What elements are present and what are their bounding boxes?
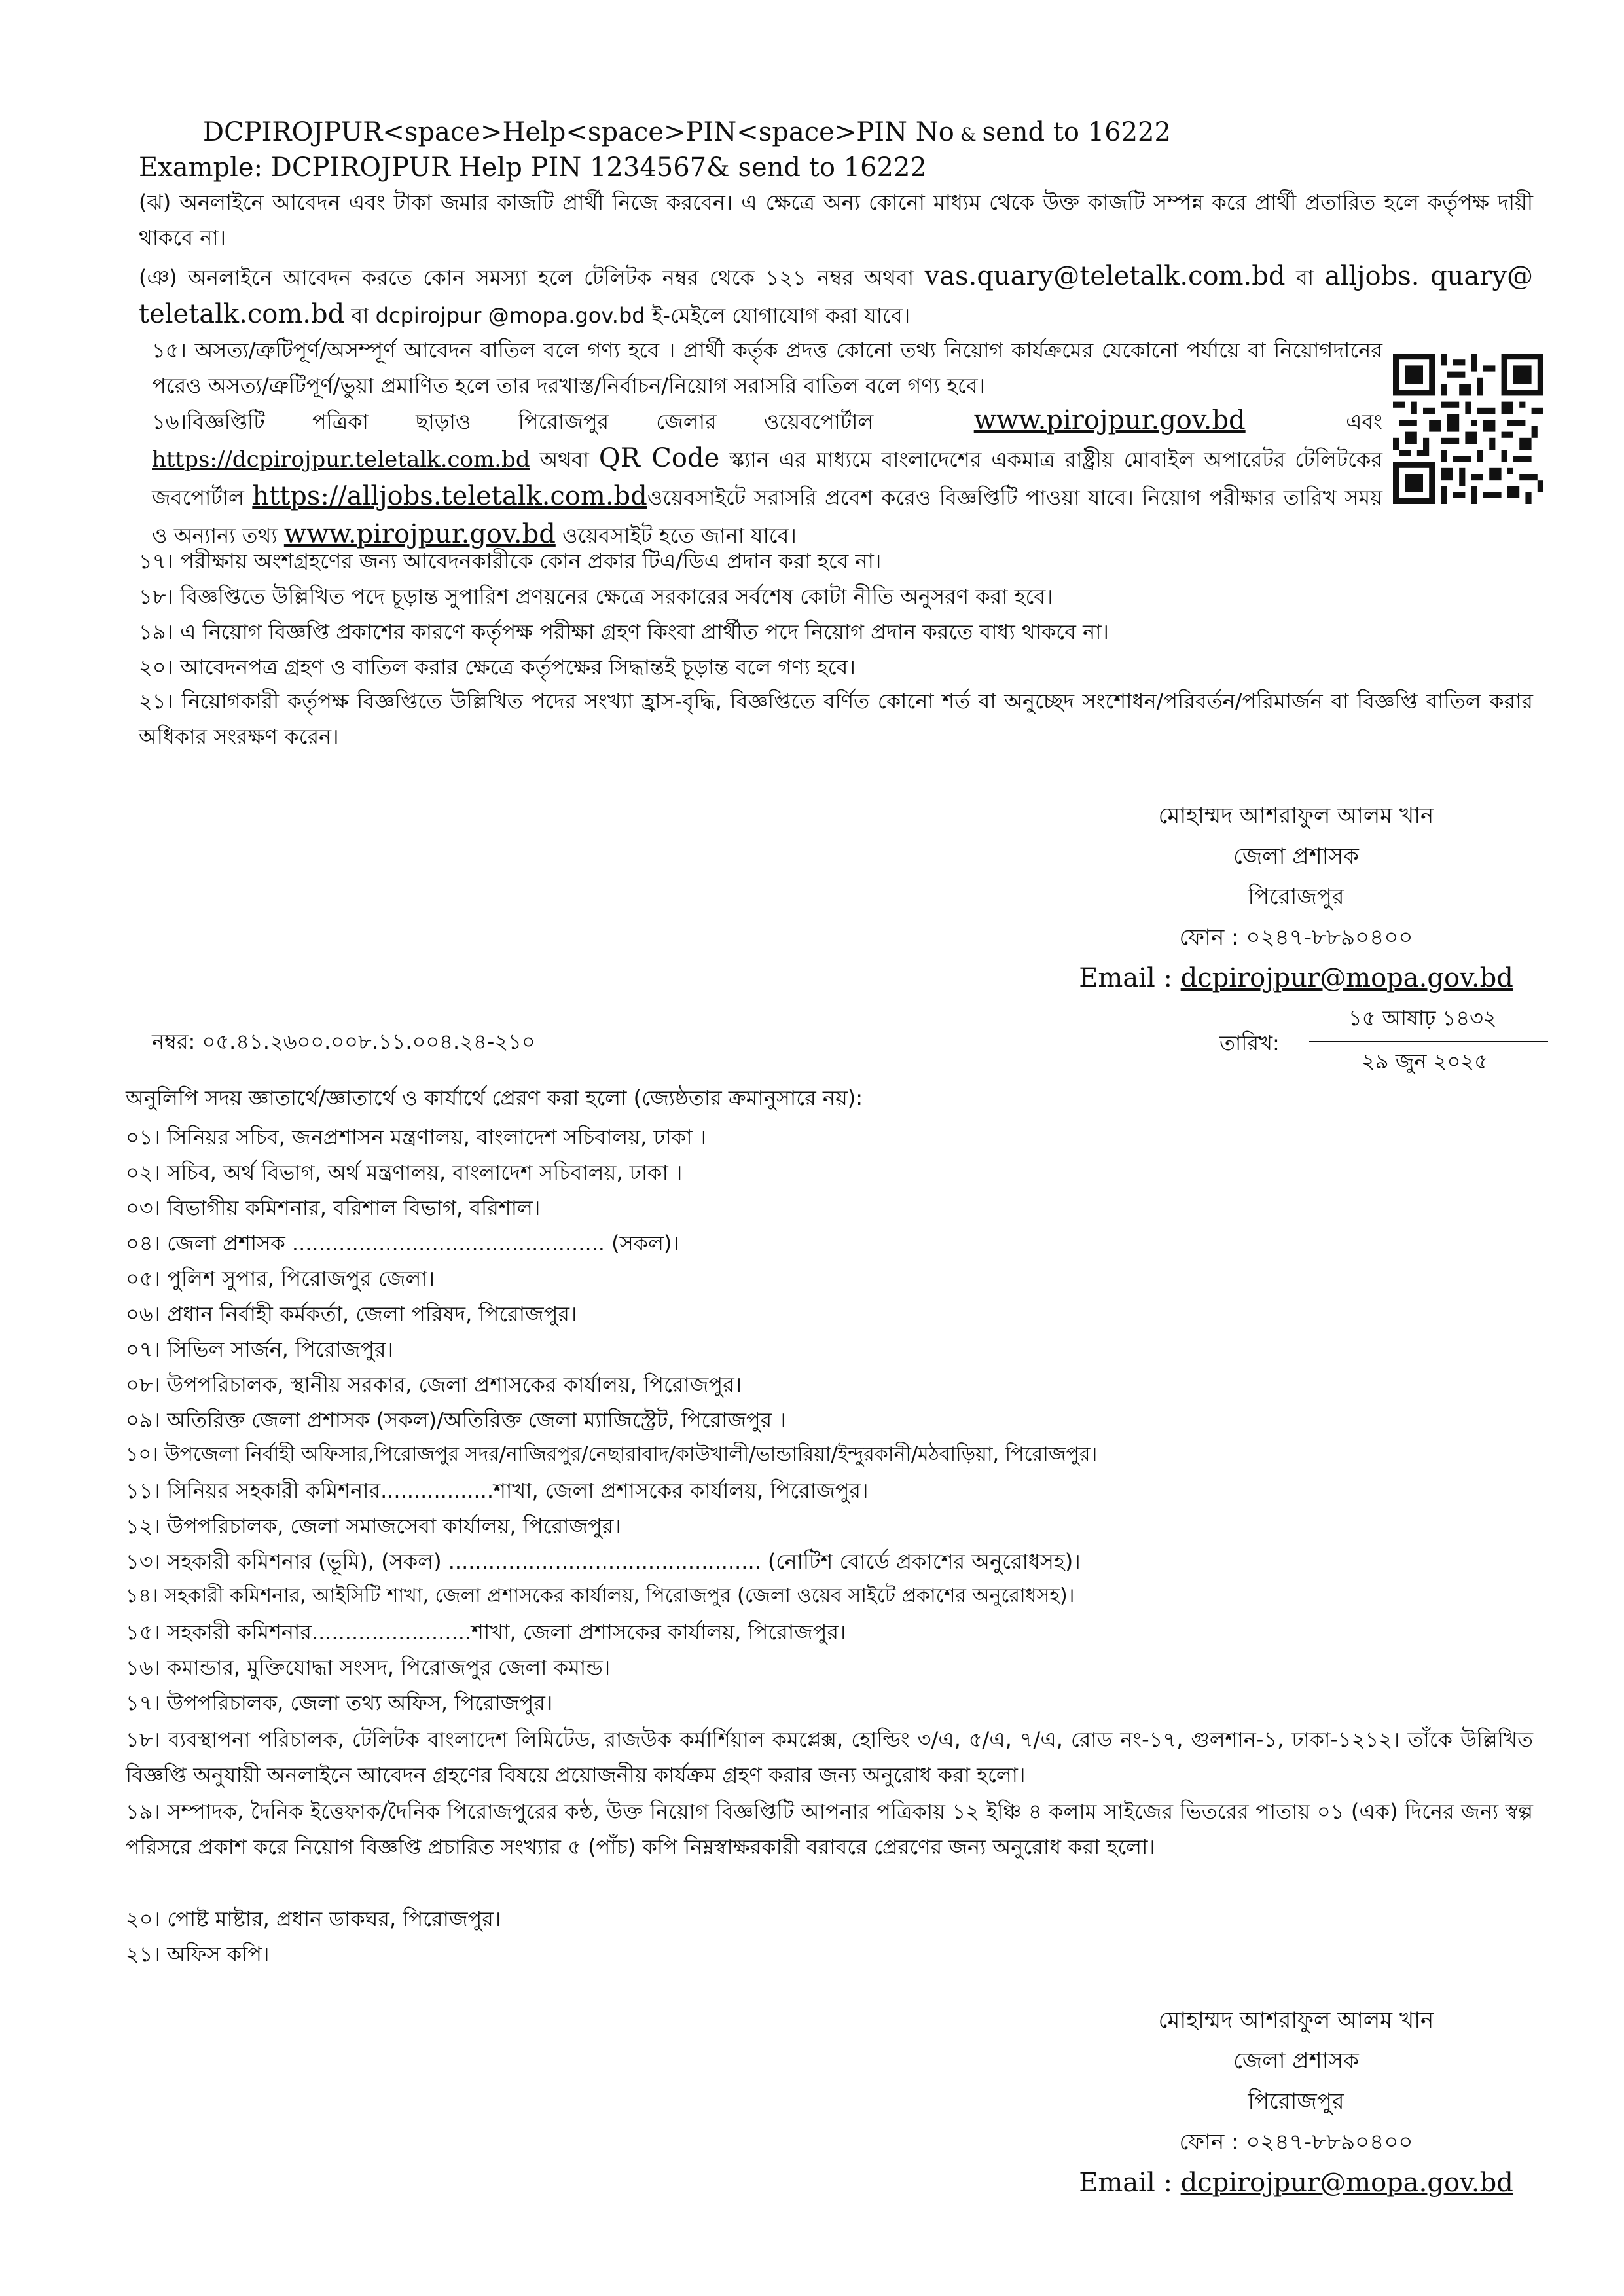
clause-nya-post: ই-মেইলে যোগাযোগ করা যাবে। [645, 303, 911, 328]
signatory-title-2: জেলা প্রশাসক [1233, 2048, 1359, 2074]
copy-item-15: ১৫। সহকারী কমিশনার........................শাখা, জেলা প্রশাসকের কার্যালয়, পিরোজপুর। [126, 1620, 846, 1645]
copy-item-05: ০৫। পুলিশ সুপার, পিরোজপুর জেলা। [126, 1266, 435, 1291]
copy-item-01: ০১। সিনিয়র সচিব, জনপ্রশাসন মন্ত্রণালয়, বাংলাদেশ সচিবালয়, ঢাকা । [126, 1125, 707, 1150]
signatory-email-line [1047, 958, 1545, 998]
sms-example-text: Example: DCPIROJPUR Help PIN 1234567 [139, 153, 707, 183]
item-21: ২১। নিয়োগকারী কর্তৃপক্ষ বিজ্ঞপ্তিতে উল্লিখিত পদের সংখ্যা হ্রাস-বৃদ্ধি, বিজ্ঞপ্তিতে বর্ণিত কোনো শর্ত বা অনুচ্ছেদ সংশোধন/পরিবর্তন/পরিমার্জন বা বিজ্ঞপ্তি বাতিল করার অধিকার সংরক্ষণ করেন। [139, 689, 1533, 749]
sms-example-line [139, 152, 927, 183]
clause-nya-text: (ঞ) অনলাইনে আবেদন করতে কোন সমস্যা হলে টেলিটক নম্বর থেকে ১২১ নম্বর অথবা [139, 265, 925, 290]
copy-item-12: ১২। উপপরিচালক, জেলা সমাজসেবা কার্যালয়, পিরোজপুর। [126, 1514, 621, 1539]
copy-item-03: ০৩। বিভাগীয় কমিশনার, বরিশাল বিভাগ, বরিশাল। [126, 1195, 541, 1220]
pirojpur-portal-link[interactable]: www.pirojpur.gov.bd [973, 405, 1246, 435]
copy-item-08: ০৮। উপপরিচালক, স্থানীয় সরকার, জেলা প্রশাসকের কার্যালয়, পিরোজপুর। [126, 1372, 742, 1397]
pirojpur-portal-link-2[interactable]: www.pirojpur.gov.bd [283, 519, 556, 549]
copy-item-09: ০৯। অতিরিক্ত জেলা প্রশাসক (সকল)/অতিরিক্ত জেলা ম্যাজিস্ট্রেট, পিরোজপুর । [126, 1408, 786, 1432]
sms-example-tail: & send to 16222 [706, 153, 927, 183]
item-16-text-e: ওয়েবসাইটে সরাসরি প্রবেশ করেও বিজ্ঞপ্তিটি পাওয়া যাবে। নিয়োগ পরীক্ষার তারিখ সময় ও অন্যান্য তথ্য [152, 485, 1382, 548]
item-15: ১৫। অসত্য/ত্রুটিপূর্ণ/অসম্পূর্ণ আবেদন বাতিল বলে গণ্য হবে । প্রার্থী কর্তৃক প্রদত্ত কোনো তথ্য নিয়োগ কার্যক্রমের যেকোনো পর্যায়ে বা নিয়োগদানের পরেও অসত্য/ত্রুটিপূর্ণ/ভুয়া প্রমাণিত হলে তার দরখাস্ত/নির্বাচন/নিয়োগ সরাসরি বাতিল বলে গণ্য হবে। [152, 338, 1382, 398]
clause-jha: (ঝ) অনলাইনে আবেদন এবং টাকা জমার কাজটি প্রার্থী নিজে করবেন। এ ক্ষেত্রে অন্য কোনো মাধ্যম থেকে উক্ত কাজটি সম্পন্ন করে প্রার্থী প্রতারিত হলে কর্তৃপক্ষ দায়ী থাকবে না। [139, 190, 1533, 250]
date-label: তারিখ: [1219, 1030, 1280, 1055]
signatory-email-link-2[interactable]: dcpirojpur@mopa.gov.bd [1180, 2168, 1513, 2198]
item-16-text-c: অথবা [530, 447, 599, 472]
signature-block-2 [1047, 2000, 1545, 2203]
memo-number: নম্বর: ০৫.৪১.২৬০০.০০৮.১১.০০৪.২৪-২১০ [152, 1029, 535, 1054]
sms-format-line [203, 117, 1171, 148]
signature-block-1 [1047, 795, 1545, 998]
date-english: ২৯ জুন ২০২৫ [1362, 1049, 1488, 1074]
item-18: ১৮। বিজ্ঞপ্তিতে উল্লিখিত পদে চূড়ান্ত সুপারিশ প্রণয়নের ক্ষেত্রে সরকারের সর্বশেষ কোটা নীতি অনুসরণ করা হবে। [139, 584, 1053, 609]
copy-item-06: ০৬। প্রধান নির্বাহী কর্মকর্তা, জেলা পরিষদ, পিরোজপুর। [126, 1302, 577, 1326]
item-16-body [152, 440, 1382, 554]
date-bangla: ১৫ আষাঢ় ১৪৩২ [1348, 1006, 1497, 1030]
signatory-name-2: মোহাম্মদ আশরাফুল আলম খান [1158, 2007, 1434, 2033]
qr-code-label: QR Code [598, 443, 720, 473]
copies-heading: অনুলিপি সদয় জ্ঞাতার্থে/জ্ঞাতার্থে ও কার্যার্থে প্রেরণ করা হলো (জ্যেষ্ঠতার ক্রমানুসারে নয়): [126, 1085, 863, 1110]
date-divider [1309, 1041, 1548, 1042]
copy-item-21: ২১। অফিস কপি। [126, 1942, 270, 1967]
signatory-email-line-2 [1047, 2162, 1545, 2203]
copy-item-17: ১৭। উপপরিচালক, জেলা তথ্য অফিস, পিরোজপুর। [126, 1690, 553, 1715]
item-16-text-a: ১৬।বিজ্ঞপ্তিটি পত্রিকা ছাড়াও পিরোজপুর জেলার ওয়েবপোর্টাল [152, 409, 874, 434]
signatory-phone: ফোন : ০২৪৭-৮৮৯০৪০০ [1179, 924, 1413, 951]
copy-item-20: ২০। পোষ্ট মাষ্টার, প্রধান ডাকঘর, পিরোজপুর। [126, 1906, 501, 1931]
signatory-title: জেলা প্রশাসক [1233, 843, 1359, 869]
copy-item-04: ০৪। জেলা প্রশাসক ............................................... (সকল)। [126, 1231, 679, 1256]
clause-nya-or2: বা [344, 303, 376, 328]
item-20: ২০। আবেদনপত্র গ্রহণ ও বাতিল করার ক্ষেত্রে কর্তৃপক্ষের সিদ্ধান্তই চূড়ান্ত বলে গণ্য হবে। [139, 655, 856, 680]
dc-email-link[interactable]: dcpirojpur @mopa.gov.bd [375, 303, 645, 328]
clause-nya [139, 258, 1533, 334]
copy-item-19: ১৯। সম্পাদক, দৈনিক ইত্তেফাক/দৈনিক পিরোজপুরের কন্ঠ, উক্ত নিয়োগ বিজ্ঞপ্তিটি আপনার পত্রিকায় ১২ ইঞ্চি ৪ কলাম সাইজের ভিতরের পাতায় ০১ (এক) দিনের জন্য স্বল্প পরিসরে প্রকাশ করে নিয়োগ বিজ্ঞপ্তি প্রচারিত সংখ্যার ৫ (পাঁচ) কপি নিম্নস্বাক্ষরকারী বরাবরে প্রেরণের জন্য অনুরোধ করা হলো। [126, 1799, 1533, 1859]
sms-format-tail: send to 16222 [982, 117, 1171, 147]
item-16-line1 [152, 405, 1382, 436]
signatory-phone-2: ফোন : ০২৪৭-৮৮৯০৪০০ [1179, 2129, 1413, 2155]
signatory-name: মোহাম্মদ আশরাফুল আলম খান [1158, 803, 1434, 829]
copy-item-14: ১৪। সহকারী কমিশনার, আইসিটি শাখা, জেলা প্রশাসকের কার্যালয়, পিরোজপুর (জেলা ওয়েব সাইটে প্রকাশের অনুরোধসহ)। [126, 1584, 1075, 1607]
copy-item-18: ১৮। ব্যবস্থাপনা পরিচালক, টেলিটক বাংলাদেশ লিমিটেড, রাজউক কর্মার্শিয়াল কমপ্লেক্স, হোল্ডিং ৩/এ, ৫/এ, ৭/এ, রোড নং-১৭, গুলশান-১, ঢাকা-১২১২। তাঁকে উল্লিখিত বিজ্ঞপ্তি অনুযায়ী অনলাইনে আবেদন গ্রহণের বিষয়ে প্রয়োজনীয় কার্যক্রম গ্রহণ করার জন্য অনুরোধ করা হলো। [126, 1727, 1533, 1787]
qr-code-icon[interactable] [1393, 354, 1543, 504]
copy-item-02: ০২। সচিব, অর্থ বিভাগ, অর্থ মন্ত্রণালয়, বাংলাদেশ সচিবালয়, ঢাকা । [126, 1160, 683, 1185]
alljobs-teletalk-link[interactable]: https://alljobs.teletalk.com.bd [252, 481, 647, 511]
item-16-text-b: এবং [1346, 409, 1382, 434]
email-label: Email : [1079, 963, 1181, 993]
signatory-email-link[interactable]: dcpirojpur@mopa.gov.bd [1180, 963, 1513, 993]
teletalk-email-link[interactable]: vas.quary@teletalk.com.bd [924, 261, 1286, 291]
clause-nya-or: বা [1285, 265, 1325, 290]
copy-item-16: ১৬। কমান্ডার, মুক্তিযোদ্ধা সংসদ, পিরোজপুর জেলা কমান্ড। [126, 1655, 611, 1680]
alljobs-email-link-part1[interactable]: alljobs. [1324, 261, 1420, 291]
copy-item-13: ১৩। সহকারী কমিশনার (ভূমি), (সকল) ............................................... (নোটিশ বোর্ডে প্রকাশের অনুরোধসহ)। [126, 1549, 1081, 1574]
item-16-text-f: ওয়েবসাইট হতে জানা যাবে। [555, 523, 797, 548]
item-16-text-d: স্ক্যান এর মাধ্যমে বাংলাদেশের একমাত্র রাষ্ট্রীয় মোবাইল অপারেটর টেলিটকের জবপোর্টাল [152, 447, 1383, 510]
sms-format-amp: & [954, 124, 983, 145]
dcpirojpur-teletalk-link[interactable]: https://dcpirojpur.teletalk.com.bd [152, 446, 530, 473]
sms-format-text: DCPIROJPUR<space>Help<space>PIN<space>PIN No [203, 117, 954, 147]
copy-item-07: ০৭। সিভিল সার্জন, পিরোজপুর। [126, 1337, 394, 1362]
copy-item-10: ১০। উপজেলা নির্বাহী অফিসার,পিরোজপুর সদর/নাজিরপুর/নেছারাবাদ/কাউখালী/ভান্ডারিয়া/ইন্দুরকানী/মঠবাড়িয়া, পিরোজপুর। [126, 1443, 1098, 1466]
item-19: ১৯। এ নিয়োগ বিজ্ঞপ্তি প্রকাশের কারণে কর্তৃপক্ষ পরীক্ষা গ্রহণ কিংবা প্রার্থীত পদে নিয়োগ প্রদান করতে বাধ্য থাকবে না। [139, 619, 1109, 644]
signatory-district-2: পিরোজপুর [1248, 2088, 1344, 2115]
alljobs-email-link-part2[interactable]: quary@ teletalk.com.bd [139, 261, 1534, 329]
item-17: ১৭। পরীক্ষায় অংশগ্রহণের জন্য আবেদনকারীকে কোন প্রকার টিএ/ডিএ প্রদান করা হবে না। [139, 549, 882, 574]
email-label-2: Email : [1079, 2168, 1181, 2198]
signatory-district: পিরোজপুর [1248, 884, 1344, 910]
copy-item-11: ১১। সিনিয়র সহকারী কমিশনার.................শাখা, জেলা প্রশাসকের কার্যালয়, পিরোজপুর। [126, 1478, 869, 1503]
